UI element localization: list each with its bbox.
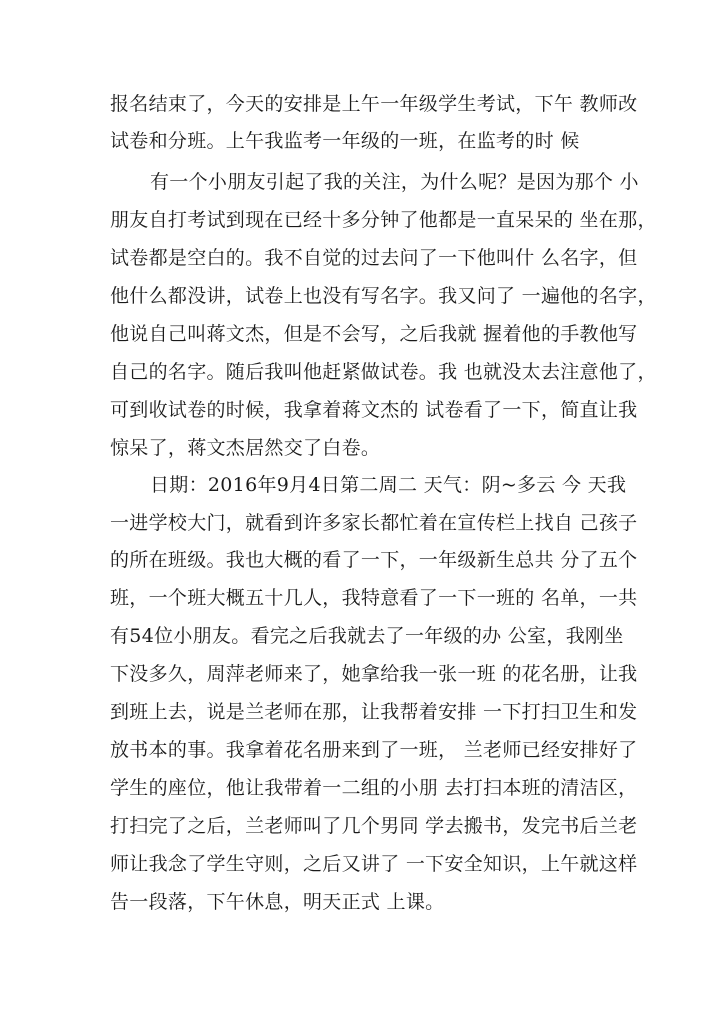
paragraph-line: 惊呆了，蒋文杰居然交了白卷。 <box>110 437 381 459</box>
paragraph-line: 师让我念了学生守则，之后又讲了 一下安全知识，上午就这样 <box>110 853 638 875</box>
paragraph-line: 一进学校大门，就看到许多家长都忙着在宣传栏上找自 己孩子 <box>110 512 638 534</box>
paragraph-line: 学生的座位，他让我带着一二组的小朋 去打扫本班的清洁区， <box>110 777 638 799</box>
paragraph-line: 告一段落，下午休息，明天正式 上课。 <box>110 891 445 913</box>
paragraph-line: 有一个小朋友引起了我的关注，为什么呢？是因为那个 小 <box>150 171 639 193</box>
paragraph-line: 朋友自打考试到现在已经十多分钟了他都是一直呆呆的 坐在那， <box>110 209 657 231</box>
paragraph-line: 放书本的事。我拿着花名册来到了一班， 兰老师已经安排好了 <box>110 739 638 761</box>
paragraph-line: 的所在班级。我也大概的看了一下，一年级新生总共 分了五个 <box>110 549 638 571</box>
date-weather-line: 日期：2016年9月4日第二周二 天气：阴~多云 今 天我 <box>150 474 627 496</box>
paragraph-line: 可到收试卷的时候，我拿着蒋文杰的 试卷看了一下，简直让我 <box>110 399 638 421</box>
paragraph-line: 试卷和分班。上午我监考一年级的一班，在监考的时 候 <box>110 130 580 152</box>
paragraph-line: 有54位小朋友。看完之后我就去了一年级的办 公室，我刚坐 <box>110 625 624 647</box>
paragraph-line: 打扫完了之后，兰老师叫了几个男同 学去搬书，发完书后兰老 <box>110 815 638 837</box>
paragraph-line: 他什么都没讲，试卷上也没有写名字。我又问了 一遍他的名字， <box>110 285 657 307</box>
paragraph-line: 报名结束了，今天的安排是上午一年级学生考试，下午 教师改 <box>110 93 638 115</box>
paragraph-line: 班，一个班大概五十几人，我特意看了一下一班的 名单，一共 <box>110 587 638 609</box>
paragraph-line: 他说自己叫蒋文杰，但是不会写，之后我就 握着他的手教他写 <box>110 323 638 345</box>
paragraph-line: 到班上去，说是兰老师在那，让我帮着安排 一下打扫卫生和发 <box>110 701 638 723</box>
paragraph-line: 试卷都是空白的。我不自觉的过去问了一下他叫什 么名字，但 <box>110 247 638 269</box>
paragraph-line: 下没多久，周萍老师来了，她拿给我一张一班 的花名册，让我 <box>110 663 638 685</box>
paragraph-line: 自己的名字。随后我叫他赶紧做试卷。我 也就没太去注意他了， <box>110 361 657 383</box>
